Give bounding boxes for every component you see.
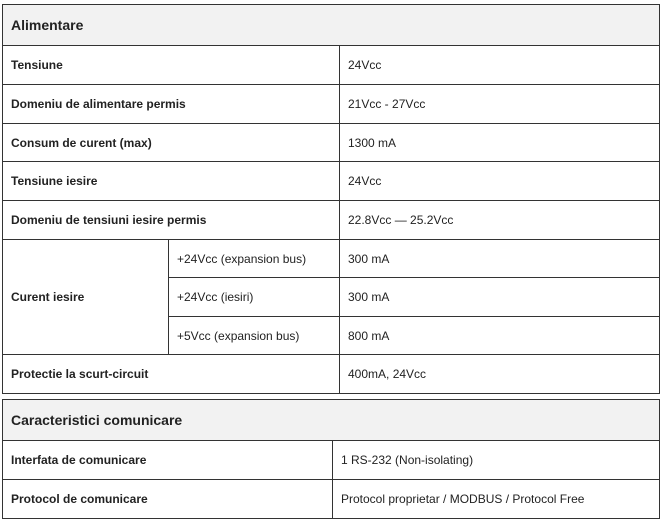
spec-value: 24Vcc [340, 162, 660, 201]
spec-value: 300 mA [340, 278, 660, 317]
spec-label: Consum de curent (max) [3, 124, 340, 162]
section-title: Alimentare [3, 5, 660, 46]
table-row [3, 201, 660, 240]
spec-value: 1300 mA [340, 124, 660, 162]
spec-sublabel: +24Vcc (iesiri) [169, 278, 340, 317]
spec-value: 1 RS-232 (Non-isolating) [333, 441, 660, 480]
table-row [3, 46, 660, 85]
spec-value: 800 mA [340, 317, 660, 355]
power-specs-table [2, 4, 660, 394]
spec-sublabel: +5Vcc (expansion bus) [169, 317, 340, 355]
table-row [3, 240, 660, 278]
spec-value: 400mA, 24Vcc [340, 355, 660, 394]
spec-label: Domeniu de tensiuni iesire permis [3, 201, 340, 240]
section-header-row [3, 5, 660, 46]
spec-label: Protectie la scurt-circuit [3, 355, 340, 394]
section-header-row [3, 400, 660, 441]
spec-label: Tensiune [3, 46, 340, 85]
table-row [3, 480, 660, 519]
spec-value: 300 mA [340, 240, 660, 278]
spec-label: Tensiune iesire [3, 162, 340, 201]
spec-label: Protocol de comunicare [3, 480, 333, 519]
table-row [3, 124, 660, 162]
spec-value: 22.8Vcc — 25.2Vcc [340, 201, 660, 240]
section-title: Caracteristici comunicare [3, 400, 660, 441]
table-row [3, 355, 660, 394]
communication-specs-table [2, 399, 660, 519]
spec-sublabel: +24Vcc (expansion bus) [169, 240, 340, 278]
table-row [3, 162, 660, 201]
spec-value: 21Vcc - 27Vcc [340, 85, 660, 124]
spec-value: 24Vcc [340, 46, 660, 85]
spec-label: Interfata de comunicare [3, 441, 333, 480]
spec-value: Protocol proprietar / MODBUS / Protocol Free [333, 480, 660, 519]
table-row [3, 85, 660, 124]
spec-label: Domeniu de alimentare permis [3, 85, 340, 124]
spec-label: Curent iesire [3, 240, 169, 355]
table-row [3, 441, 660, 480]
